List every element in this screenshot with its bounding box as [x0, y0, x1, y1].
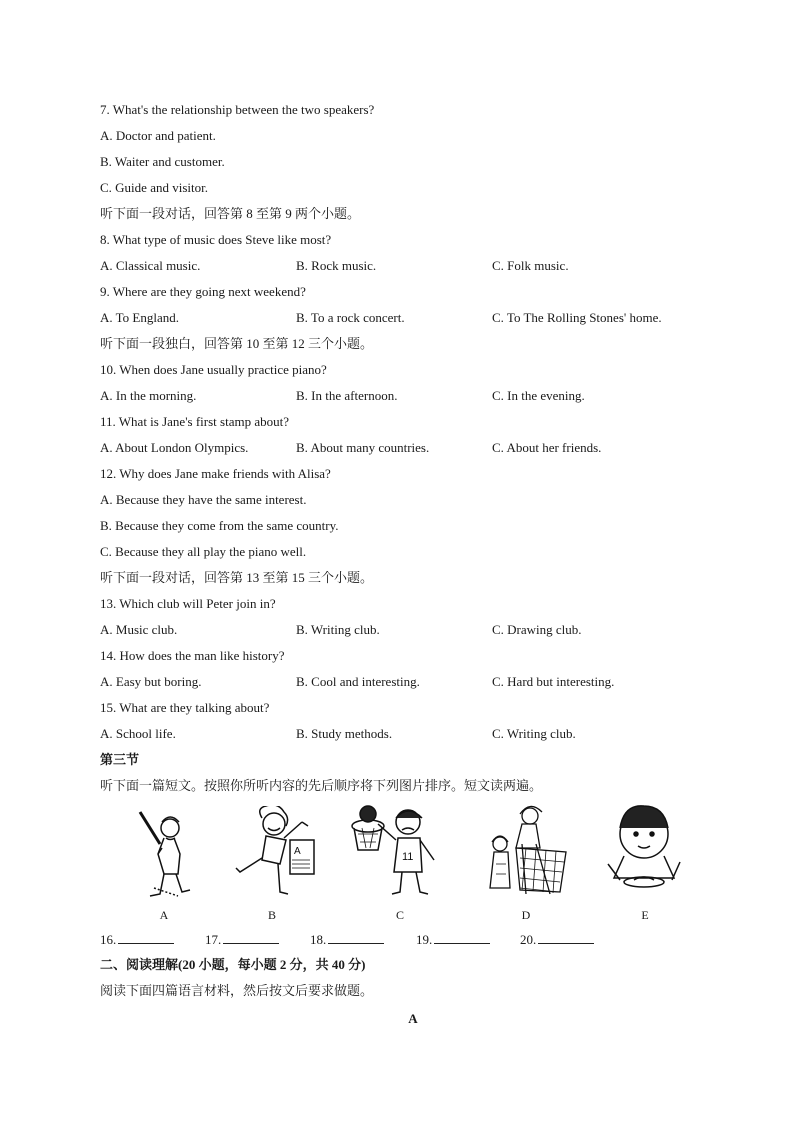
blank-number-18: 18.: [310, 932, 327, 947]
svg-text:11: 11: [402, 851, 414, 863]
picture-b-happy-girl-with-paper: [232, 806, 324, 902]
question-12: 12. Why does Jane make friends with Alisa?: [100, 466, 331, 481]
q10-option-a: A. In the morning.: [100, 388, 197, 403]
instruction-13-15: 听下面一段对话，回答第 13 至第 15 三个小题。: [100, 570, 374, 585]
section-3-title: 第三节: [100, 752, 140, 767]
blank-number-20: 20.: [520, 932, 537, 947]
answer-blank-17[interactable]: [205, 931, 279, 948]
q7-option-a: A. Doctor and patient.: [100, 128, 216, 143]
q13-option-a: A. Music club.: [100, 622, 178, 637]
q11-option-b: B. About many countries.: [296, 440, 430, 455]
blank-number-19: 19.: [416, 932, 433, 947]
question-10: 10. When does Jane usually practice piano?: [100, 362, 327, 377]
blank-line-17[interactable]: [223, 931, 279, 944]
q12-option-c: C. Because they all play the piano well.: [100, 544, 307, 559]
blank-number-16: 16.: [100, 932, 117, 947]
q9-option-c: C. To The Rolling Stones' home.: [492, 310, 662, 325]
q10-option-c: C. In the evening.: [492, 388, 585, 403]
q8-option-c: C. Folk music.: [492, 258, 569, 273]
q13-option-c: C. Drawing club.: [492, 622, 582, 637]
picture-c-basketball-boy: [350, 804, 446, 900]
q15-option-b: B. Study methods.: [296, 726, 393, 741]
picture-label-e: E: [641, 908, 649, 922]
blank-line-16[interactable]: [118, 931, 174, 944]
q12-option-b: B. Because they come from the same country.: [100, 518, 339, 533]
q14-option-a: A. Easy but boring.: [100, 674, 202, 689]
instruction-10-12: 听下面一段独白，回答第 10 至第 12 三个小题。: [100, 336, 374, 351]
picture-label-b: B: [267, 908, 276, 922]
q7-option-c: C. Guide and visitor.: [100, 180, 208, 195]
question-9: 9. Where are they going next weekend?: [100, 284, 306, 299]
question-14: 14. How does the man like history?: [100, 648, 285, 663]
q7-option-b: B. Waiter and customer.: [100, 154, 225, 169]
answer-blank-16[interactable]: [100, 931, 174, 948]
section-3-instruction: 听下面一篇短文。按照你所听内容的先后顺序将下列图片排序。短文读两遍。: [100, 778, 543, 793]
question-11: 11. What is Jane's first stamp about?: [100, 414, 290, 429]
blank-line-19[interactable]: [434, 931, 490, 944]
svg-text:A: A: [294, 846, 301, 857]
q10-option-b: B. In the afternoon.: [296, 388, 398, 403]
q11-option-c: C. About her friends.: [492, 440, 602, 455]
q9-option-b: B. To a rock concert.: [296, 310, 405, 325]
q15-option-c: C. Writing club.: [492, 726, 576, 741]
question-15: 15. What are they talking about?: [100, 700, 270, 715]
passage-a-heading: A: [408, 1011, 418, 1026]
part-2-instruction: 阅读下面四篇语言材料，然后按文后要求做题。: [100, 983, 374, 998]
q15-option-a: A. School life.: [100, 726, 176, 741]
answer-blank-19[interactable]: [416, 931, 490, 948]
q8-option-b: B. Rock music.: [296, 258, 377, 273]
picture-e-boy-eating: [600, 804, 692, 896]
part-2-title: 二、阅读理解(20 小题，每小题 2 分，共 40 分): [100, 957, 366, 972]
answer-blank-18[interactable]: [310, 931, 384, 948]
answer-blank-20[interactable]: [520, 931, 594, 948]
q8-option-a: A. Classical music.: [100, 258, 201, 273]
question-7: 7. What's the relationship between the two speakers?: [100, 102, 375, 117]
question-13: 13. Which club will Peter join in?: [100, 596, 276, 611]
blank-line-18[interactable]: [328, 931, 384, 944]
picture-label-a: A: [159, 908, 169, 922]
q9-option-a: A. To England.: [100, 310, 180, 325]
blank-line-20[interactable]: [538, 931, 594, 944]
q14-option-c: C. Hard but interesting.: [492, 674, 615, 689]
picture-label-c: C: [395, 908, 404, 922]
q12-option-a: A. Because they have the same interest.: [100, 492, 307, 507]
picture-label-d: D: [521, 908, 531, 922]
blank-number-17: 17.: [205, 932, 222, 947]
picture-d-women-with-cloth: [486, 804, 570, 900]
q11-option-a: A. About London Olympics.: [100, 440, 249, 455]
picture-a-baseball-girl: [134, 808, 194, 900]
question-8: 8. What type of music does Steve like most?: [100, 232, 332, 247]
q13-option-b: B. Writing club.: [296, 622, 380, 637]
q14-option-b: B. Cool and interesting.: [296, 674, 420, 689]
instruction-8-9: 听下面一段对话，回答第 8 至第 9 两个小题。: [100, 206, 361, 221]
